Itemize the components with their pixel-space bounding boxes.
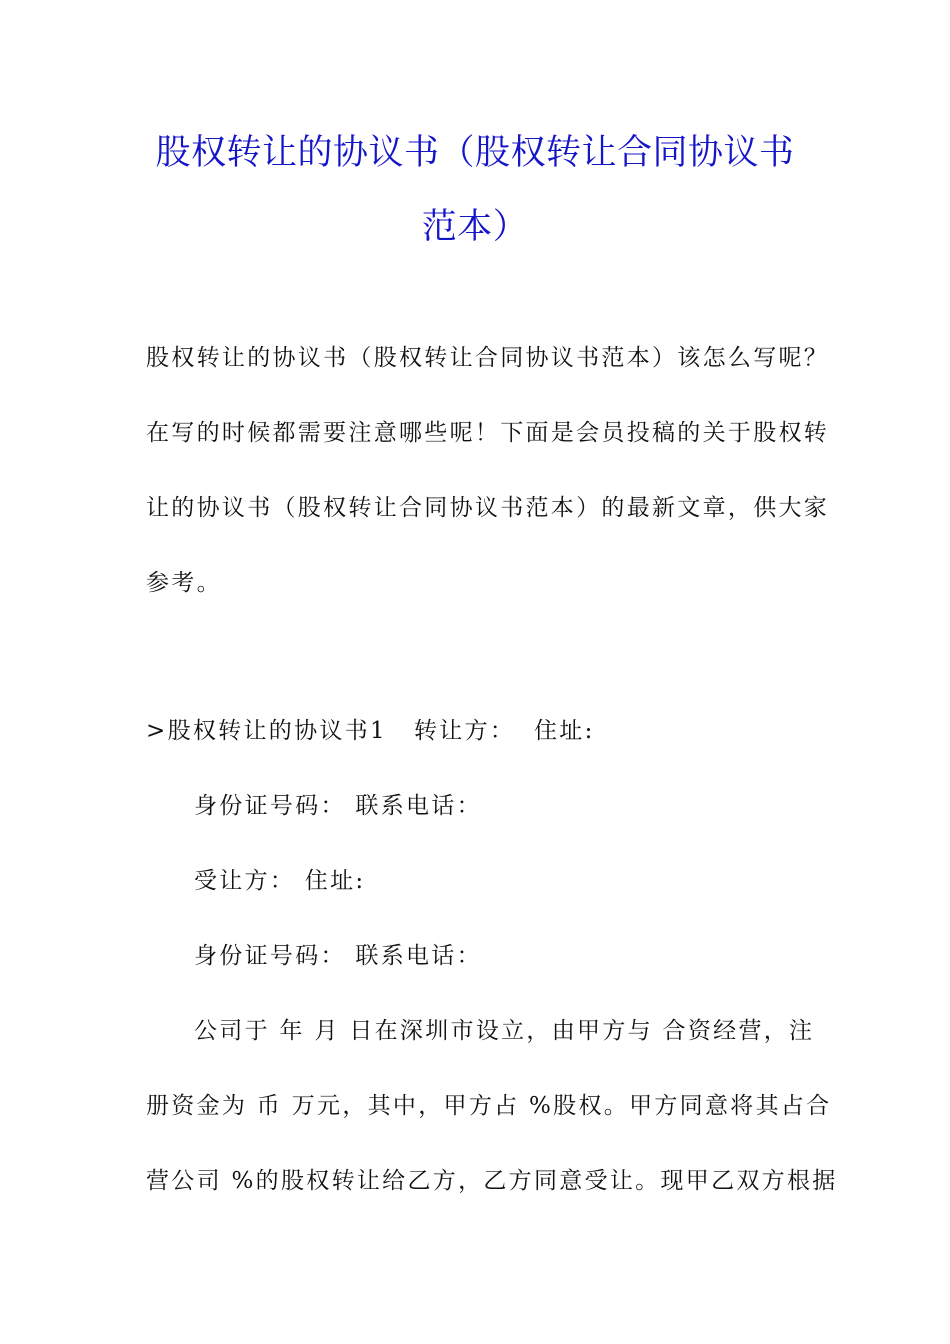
document-title-line-1: 股权转让的协议书（股权转让合同协议书 [155, 133, 795, 173]
intro-line-2: 在写的时候都需要注意哪些呢！下面是会员投稿的关于股权转 [146, 420, 830, 446]
body-line-3: 营公司 %的股权转让给乙方，乙方同意受让。现甲乙双方根据 [146, 1168, 838, 1194]
transferee-address: 受让方： 住址: [194, 868, 366, 894]
section-heading: >股权转让的协议书1 [146, 718, 387, 744]
transferor-id-phone: 身份证号码： 联系电话： [194, 793, 482, 819]
intro-line-3: 让的协议书（股权转让合同协议书范本）的最新文章，供大家 [146, 495, 830, 521]
intro-line-4: 参考。 [146, 570, 222, 596]
transferor-label: 转让方： [414, 718, 516, 744]
transferor-address-label: 住址: [534, 718, 595, 744]
body-line-1: 公司于 年 月 日在深圳市设立，由甲方与 合资经营，注 [194, 1018, 815, 1044]
document-title-line-2: 范本） [421, 207, 529, 247]
body-line-2: 册资金为 币 万元，其中，甲方占 %股权。甲方同意将其占合 [146, 1093, 832, 1119]
intro-line-1: 股权转让的协议书（股权转让合同协议书范本）该怎么写呢？ [146, 345, 830, 371]
transferee-id-phone: 身份证号码： 联系电话： [194, 943, 482, 969]
